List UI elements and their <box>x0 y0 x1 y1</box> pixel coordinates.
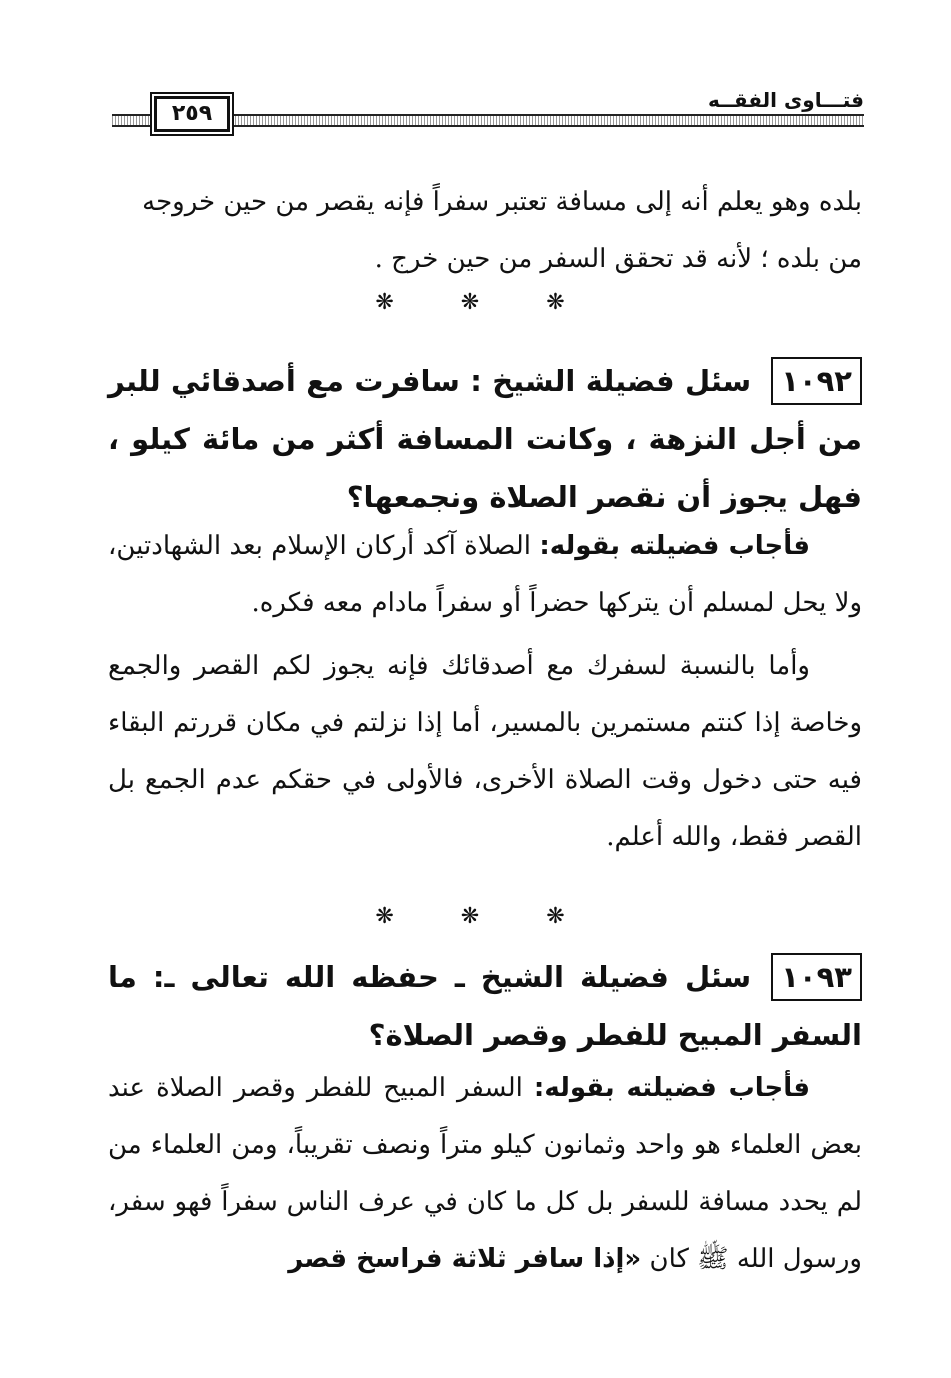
question-1093 <box>108 948 862 1064</box>
section-separator: ❋ ❋ ❋ <box>375 290 595 315</box>
answer-lead: فأجاب فضيلته بقوله: <box>533 1073 810 1103</box>
answer-lead: فأجاب فضيلته بقوله: <box>539 531 810 561</box>
book-title: فتـــاوى الفقــه <box>700 88 864 112</box>
running-header <box>112 88 864 134</box>
fatwa-number: ١٠٩٢ <box>771 357 862 405</box>
intro-line-1: بلده وهو يعلم أنه إلى مسافة تعتبر سفراً فإنه يقصر من حين خروجه <box>142 187 862 217</box>
intro-paragraph <box>108 174 862 288</box>
answer-1093-p1 <box>108 1060 862 1288</box>
answer-1092-p2: وأما بالنسبة لسفرك مع أصدقائك فإنه يجوز لكم القصر والجمع وخاصة إذا كنتم مستمرين بالمسير، أما إذا نزلتم في مكان قررتم البقاء فيه حتى دخول وقت الصلاة الأخرى، فالأولى في حقكم عدم الجمع بل القصر فقط، والله أعلم. <box>108 651 862 852</box>
page-number: ٢٥٩ <box>154 96 230 132</box>
answer-body: السفر المبيح للفطر وقصر الصلاة عند بعض العلماء هو واحد وثمانون كيلو متراً ونصف تقريباً، ومن العلماء من لم يحدد مسافة للسفر بل كل ما كان في عرف الناس سفراً فهو سفر، ورسول الله ﷺ كان <box>108 1073 862 1274</box>
fatwa-number: ١٠٩٣ <box>771 953 862 1001</box>
hadith-quote: «إذا سافر ثلاثة فراسخ قصر <box>288 1244 642 1274</box>
question-body: سئل فضيلة الشيخ : سافرت مع أصدقائي للبر من أجل النزهة ، وكانت المسافة أكثر من مائة كيلو ، فهل يجوز أن نقصر الصلاة ونجمعها؟ <box>108 364 862 514</box>
intro-line-2: من بلده ؛ لأنه قد تحقق السفر من حين خرج . <box>374 244 862 274</box>
answer-1092-p1 <box>108 518 862 632</box>
question-1093-text <box>108 948 862 1064</box>
answer-body: الصلاة آكد أركان الإسلام بعد الشهادتين، ولا يحل لمسلم أن يتركها حضراً أو سفراً مادام معه فكره. <box>108 531 862 618</box>
question-1092 <box>108 352 862 526</box>
section-separator: ❋ ❋ ❋ <box>375 904 595 929</box>
question-body: سئل فضيلة الشيخ ـ حفظه الله تعالى ـ: ما السفر المبيح للفطر وقصر الصلاة؟ <box>108 960 862 1052</box>
answer-1093 <box>108 1060 862 1288</box>
question-1092-text <box>108 352 862 526</box>
answer-1092 <box>108 518 862 866</box>
